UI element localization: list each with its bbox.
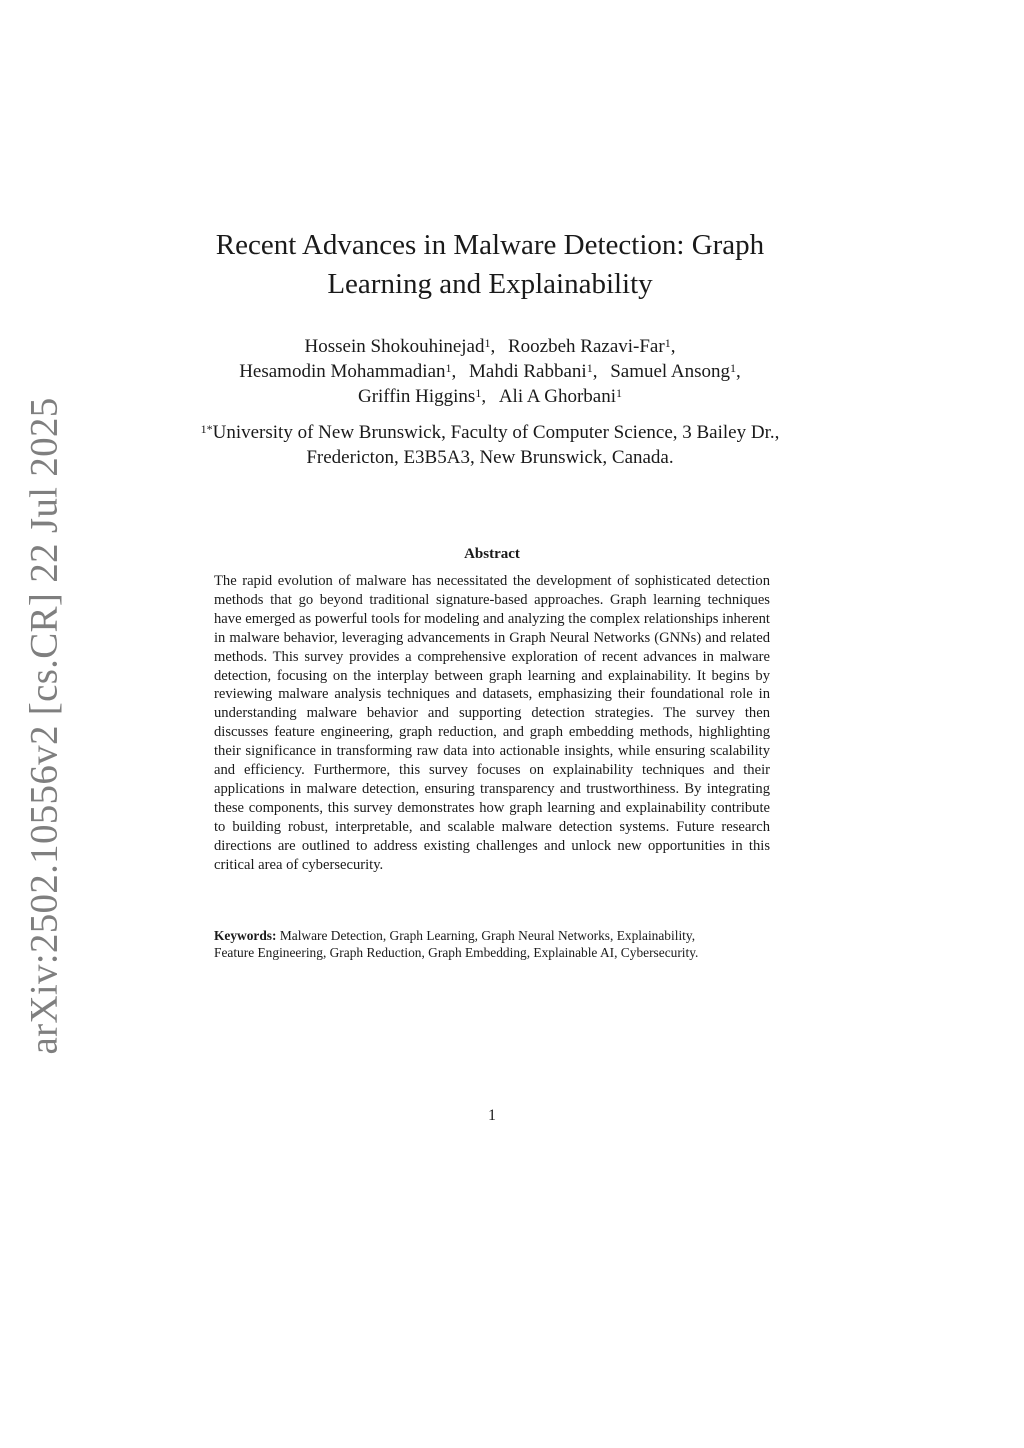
paper-title: Recent Advances in Malware Detection: Graph Learning and Explainability	[215, 229, 765, 300]
affiliation-marker: 1*	[200, 422, 213, 436]
author-name: Hossein Shokouhinejad$^1$,	[304, 336, 496, 357]
abstract-body: The rapid evolution of malware has necessitated the development of sophisticated detection methods that go beyond traditional signature-based approaches. Graph learning techniques have emerged as powerful tools for modeling and analyzing the complex relationships inherent in malware behavior, leveraging advancements in Graph Neural Networks (GNNs) and related methods. This survey provides a comprehensive exploration of recent advances in malware detection, focusing on the interplay between graph learning and explainability. It begins by reviewing malware analysis techniques and datasets, emphasizing their foundational role in understanding malware behavior and supporting detection strategies. The survey then discusses feature engineering, graph reduction, and graph embedding methods, highlighting their significance in transforming raw data into actionable insights, while ensuring scalability and efficiency. Furthermore, this survey focuses on explainability techniques and their applications in malware detection, ensuring transparency and trustworthiness. By integrating these components, this survey demonstrates how graph learning and explainability contribute to building robust, interpretable, and scalable malware detection systems. Future research directions are outlined to address existing challenges and unlock new opportunities in this critical area of cybersecurity.	[214, 573, 770, 873]
arxiv-identifier-stamp: arXiv:2502.10556v2 [cs.CR] 22 Jul 2025	[22, 397, 66, 1055]
abstract-section	[214, 546, 770, 875]
author-name: Griffin Higgins$^1$,	[357, 386, 487, 407]
page-number: 1	[488, 1107, 496, 1124]
author-list	[160, 334, 820, 409]
author-name: Ali A Ghorbani$^1$	[498, 386, 622, 407]
keywords-label: Keywords:	[214, 928, 277, 943]
affiliation	[160, 420, 820, 470]
author-name: Hesamodin Mohammadian$^1$,	[239, 361, 457, 382]
keywords-section	[214, 928, 704, 961]
author-name: Mahdi Rabbani$^1$,	[469, 361, 598, 382]
affiliation-text: University of New Brunswick, Faculty of Computer Science, 3 Bailey Dr., Fredericton, E3B5A3, New Brunswick, Canada.	[212, 422, 780, 468]
author-name: Samuel Ansong$^1$,	[610, 361, 741, 382]
abstract-heading: Abstract	[464, 546, 520, 562]
author-name: Roozbeh Razavi-Far$^1$,	[508, 336, 676, 357]
keywords-text: Malware Detection, Graph Learning, Graph Neural Networks, Explainability, Feature Engineering, Graph Reduction, Graph Embedding, Explainable AI, Cybersecurity.	[214, 928, 699, 960]
